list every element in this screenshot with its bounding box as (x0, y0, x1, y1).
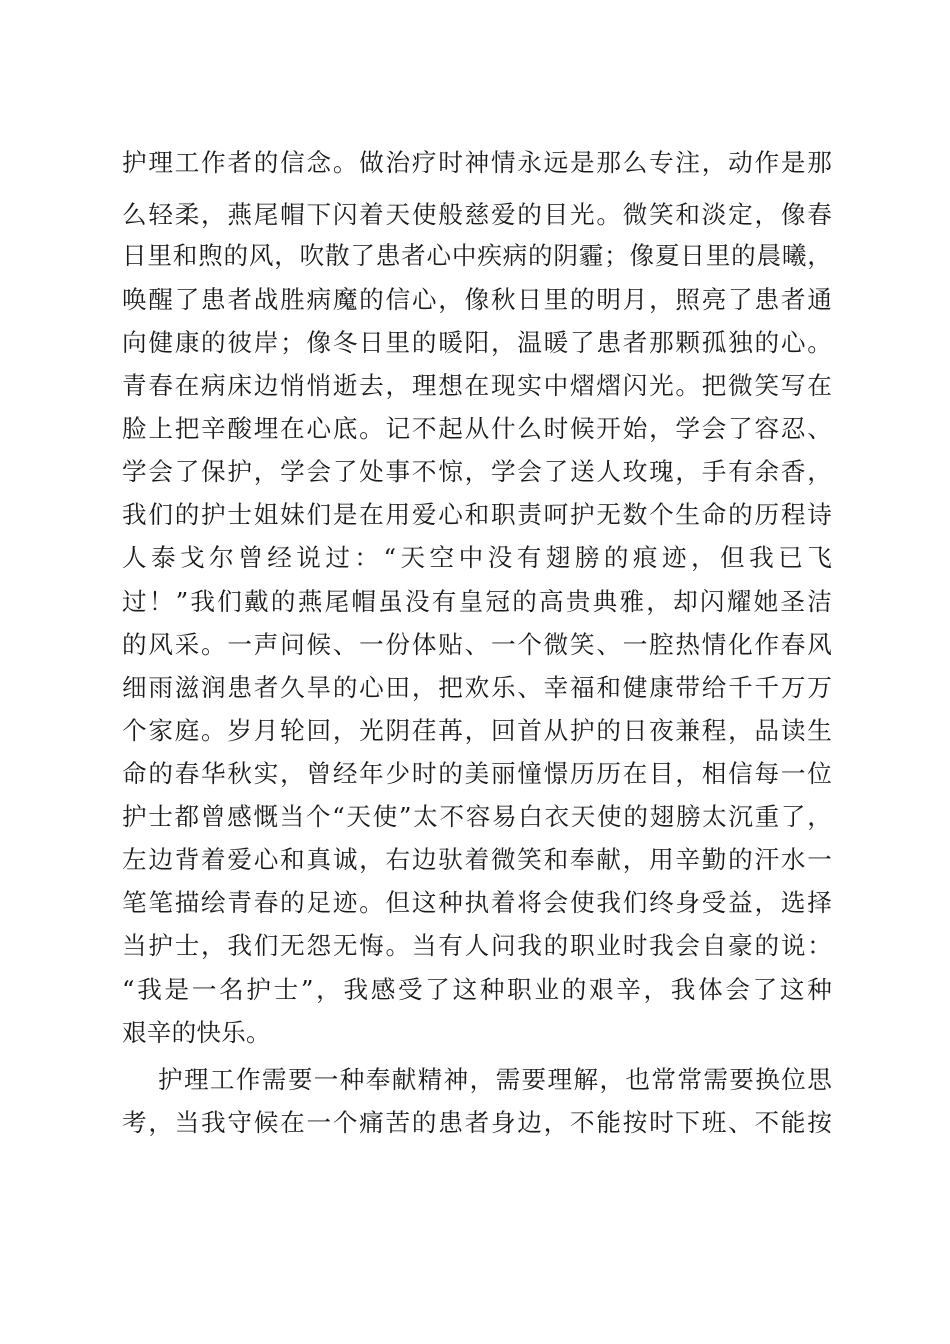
text-line: 左边背着爱心和真诚，右边驮着微笑和奉献，用辛勤的汗水一 (122, 845, 832, 874)
text-line: 我们的护士姐妹们是在用爱心和职责呵护无数个生命的历程诗 (122, 500, 832, 529)
text-line: 笔笔描绘青春的足迹。但这种执着将会使我们终身受益，选择 (122, 888, 832, 917)
text-line: 唤醒了患者战胜病魔的信心，像秋日里的明月，照亮了患者通 (122, 285, 832, 314)
text-line: 脸上把辛酸埋在心底。记不起从什么时候开始，学会了容忍、 (122, 414, 832, 443)
text-line: 考，当我守候在一个痛苦的患者身边，不能按时下班、不能按 (122, 1108, 832, 1137)
text-line: 学会了保护，学会了处事不惊，学会了送人玫瑰，手有余香， (122, 457, 832, 486)
text-line: 过！”我们戴的燕尾帽虽没有皇冠的高贵典雅，却闪耀她圣洁 (122, 587, 832, 616)
text-line: 日里和煦的风，吹散了患者心中疾病的阴霾；像夏日里的晨曦， (122, 241, 832, 270)
text-line: 细雨滋润患者久旱的心田，把欢乐、幸福和健康带给千千万万 (122, 673, 832, 702)
text-line: 护理工作者的信念。做治疗时神情永远是那么专注，动作是那 (122, 148, 832, 177)
text-line: 的风采。一声问候、一份体贴、一个微笑、一腔热情化作春风 (122, 630, 832, 659)
text-line: 人泰戈尔曾经说过：“天空中没有翅膀的痕迹，但我已飞 (122, 543, 832, 572)
text-line: 青春在病床边悄悄逝去，理想在现实中熠熠闪光。把微笑写在 (122, 371, 832, 400)
text-line: 命的春华秋实，曾经年少时的美丽憧憬历历在目，相信每一位 (122, 759, 832, 788)
text-line: 艰辛的快乐。 (122, 1018, 271, 1047)
text-line: 护士都曾感慨当个“天使”太不容易白衣天使的翅膀太沉重了， (122, 802, 832, 831)
text-line: 个家庭。岁月轮回，光阴荏苒，回首从护的日夜兼程，品读生 (122, 716, 832, 745)
text-line: 向健康的彼岸；像冬日里的暖阳，温暖了患者那颗孤独的心。 (122, 328, 832, 357)
text-line: 么轻柔，燕尾帽下闪着天使般慈爱的目光。微笑和淡定，像春 (122, 200, 832, 229)
text-line: 护理工作需要一种奉献精神，需要理解，也常常需要换位思 (158, 1065, 832, 1094)
text-line: 当护士，我们无怨无悔。当有人问我的职业时我会自豪的说： (122, 931, 832, 960)
text-line: “我是一名护士”，我感受了这种职业的艰辛，我体会了这种 (122, 975, 832, 1004)
